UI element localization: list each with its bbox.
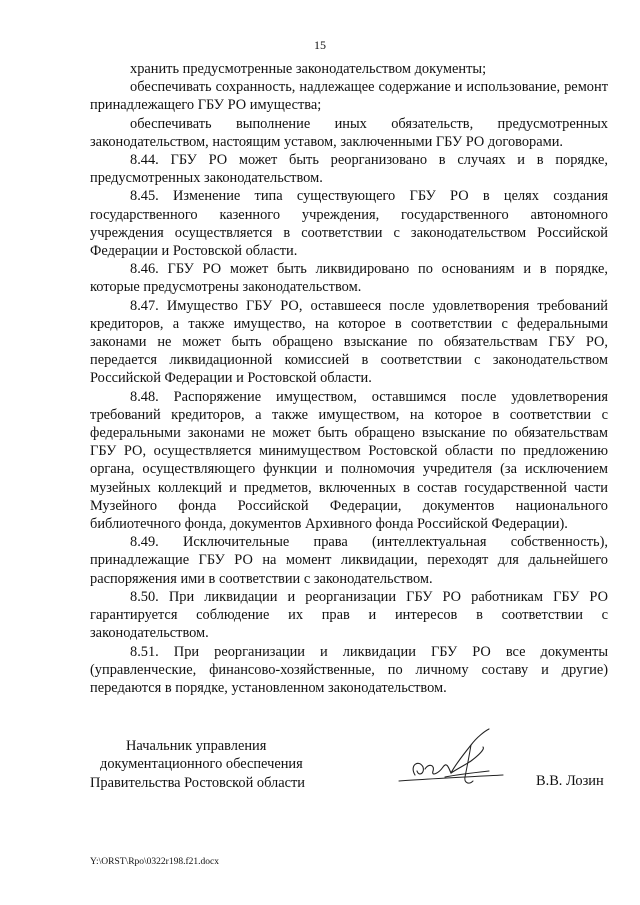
paragraph-8-50: 8.50. При ликвидации и реорганизации ГБУ РО работникам ГБУ РО гарантируется соблюдение их прав и интересов в соответствии с законодательством. [90, 588, 608, 642]
paragraph-8-46: 8.46. ГБУ РО может быть ликвидировано по основаниям и в порядке, которые предусмотрены законодательством. [90, 261, 608, 296]
paragraph: хранить предусмотренные законодательством документы; [130, 61, 487, 77]
signatory-title [90, 737, 350, 792]
paragraph-8-47: 8.47. Имущество ГБУ РО, оставшееся после удовлетворения требований кредиторов, а также имущество, на которое в соответствии с федеральными законами не может быть обращено взыскание по обязательствам ГБУ РО, передается ликвидационной комиссией в соответствии с законодательством Российской Федерации и Ростовской области. [90, 297, 608, 387]
file-path-footer: Y:\ORST\Rpo\0322r198.f21.docx [90, 857, 219, 867]
paragraph-8-45: 8.45. Изменение типа существующего ГБУ РО в целях создания государственного казенного учреждения, государственного автономного учреждения осуществляется в соответствии с законодательством Российской Федерации и Ростовской области. [90, 188, 608, 260]
signatory-title-line: Правительства Ростовской области [90, 774, 305, 791]
signatory-title-line: документационного обеспечения [100, 756, 303, 773]
signatory-title-line: Начальник управления [126, 738, 267, 754]
paragraph: обеспечивать выполнение иных обязательств, предусмотренных законодательством, настоящим уставом, заключенными ГБУ РО договорами. [90, 115, 608, 150]
handwritten-signature [385, 725, 515, 795]
paragraph-8-44: 8.44. ГБУ РО может быть реорганизовано в случаях и в порядке, предусмотренных законодательством. [90, 152, 608, 187]
paragraph: обеспечивать сохранность, надлежащее содержание и использование, ремонт принадлежащего ГБУ РО имущества; [90, 79, 608, 114]
signatory-name: В.В. Лозин [536, 773, 604, 789]
page-number: 15 [314, 38, 326, 52]
paragraph-8-48: 8.48. Распоряжение имуществом, оставшимся после удовлетворения требований кредиторов, а также имуществом, на которое в соответствии с федеральными законами не может быть обращено взыскание по обязательствам ГБУ РО, осуществляется минимуществом Ростовской области по предложению органа, осуществляющего функции и полномочия учредителя (за исключением музейных коллекций и предметов, включенных в состав государственной части Музейного фонда Российской Федерации, документов национального библиотечного фонда, документов Архивного фонда Российской Федерации). [90, 388, 608, 533]
paragraph-8-51: 8.51. При реорганизации и ликвидации ГБУ РО все документы (управленческие, финансово-хозяйственные, по личному составу и другие) передаются в порядке, установленном законодательством. [90, 643, 608, 696]
paragraph-8-49: 8.49. Исключительные права (интеллектуальная собственность), принадлежащие ГБУ РО на момент ликвидации, переходят для дальнейшего распоряжения ими в соответствии с законодательством. [90, 534, 608, 587]
document-body [90, 60, 608, 697]
